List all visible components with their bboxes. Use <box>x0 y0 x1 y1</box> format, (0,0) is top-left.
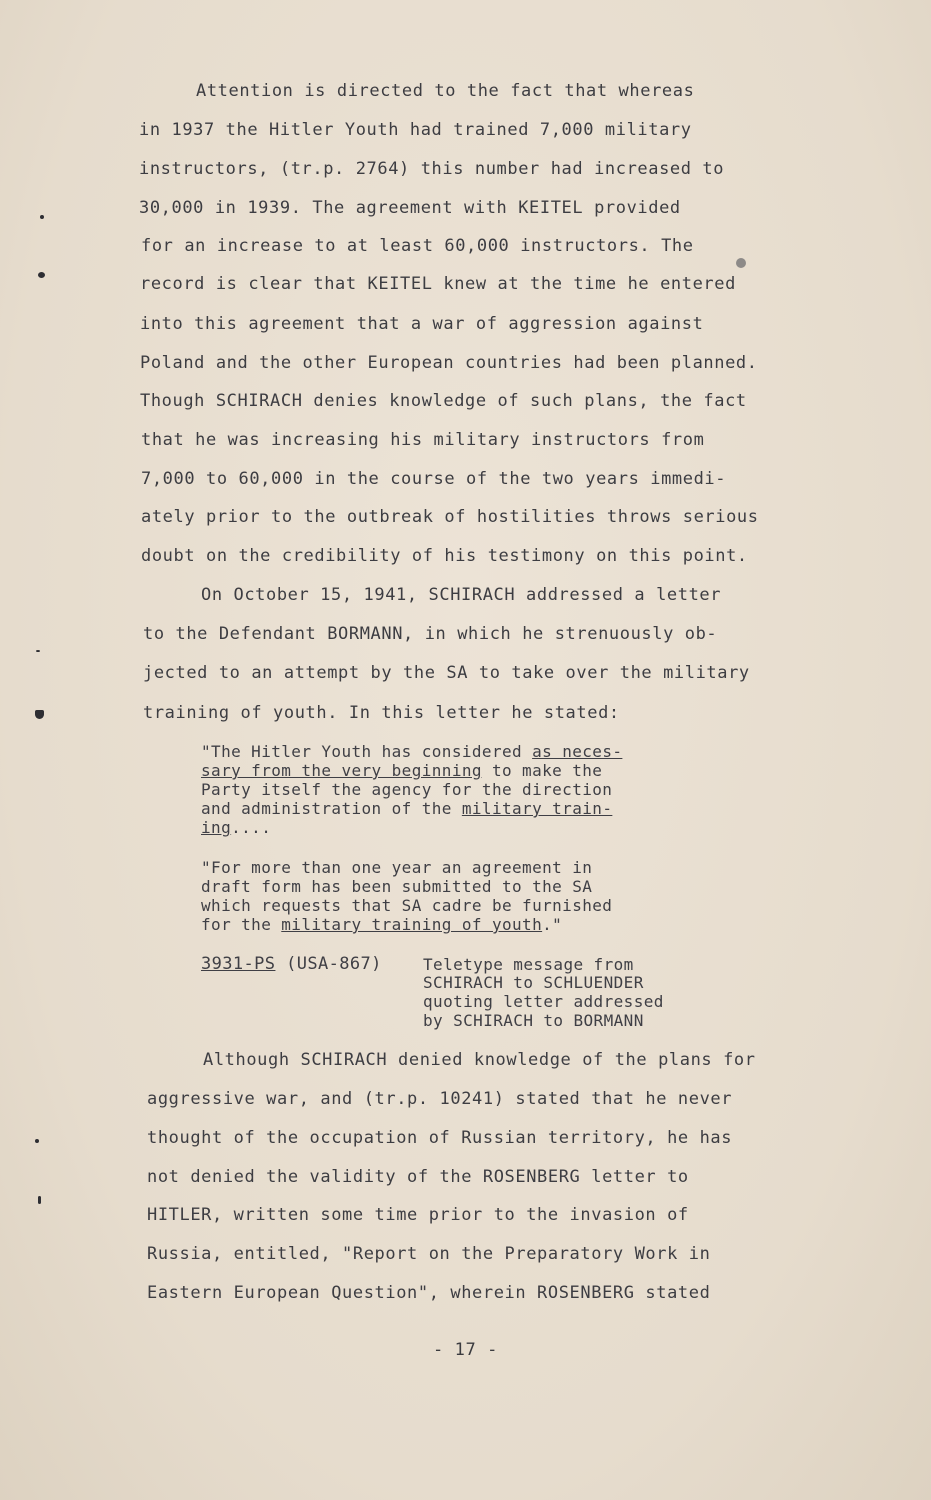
margin-speck <box>36 650 40 652</box>
citation-description: by SCHIRACH to BORMANN <box>423 1011 644 1030</box>
body-line: instructors, (tr.p. 2764) this number had increased to <box>139 159 725 179</box>
quote-line <box>201 742 622 762</box>
underlined-text: as neces- <box>532 742 623 761</box>
body-line: Although SCHIRACH denied knowledge of the plans for <box>203 1050 756 1070</box>
quote-line <box>201 915 562 935</box>
body-line: not denied the validity of the ROSENBERG letter to <box>147 1167 689 1187</box>
body-line: HITLER, written some time prior to the invasion of <box>147 1205 689 1225</box>
body-line: record is clear that KEITEL knew at the time he entered <box>140 274 736 294</box>
margin-speck <box>40 215 44 219</box>
body-line: Poland and the other European countries had been planned. <box>140 353 758 373</box>
quote-line: "For more than one year an agreement in <box>201 858 593 877</box>
body-line: Russia, entitled, "Report on the Preparatory Work in <box>147 1244 711 1264</box>
page-number: - 17 - <box>432 1340 498 1360</box>
body-line: On October 15, 1941, SCHIRACH addressed a letter <box>201 585 722 605</box>
citation-description: SCHIRACH to SCHLUENDER <box>423 973 644 992</box>
quote-line: which requests that SA cadre be furnished <box>201 896 613 915</box>
body-line: jected to an attempt by the SA to take over the military <box>143 663 750 683</box>
body-line: 7,000 to 60,000 in the course of the two years immedi- <box>141 469 727 489</box>
quote-line <box>201 818 271 838</box>
body-line: Though SCHIRACH denies knowledge of such plans, the fact <box>140 391 747 411</box>
exhibit-number: (USA-867) <box>275 954 382 974</box>
body-line: aggressive war, and (tr.p. 10241) stated that he never <box>147 1089 733 1109</box>
underlined-text: ing <box>201 818 232 837</box>
body-line: Eastern European Question", wherein ROSENBERG stated <box>147 1283 711 1303</box>
quote-text: ." <box>542 915 563 934</box>
quote-text: and administration of the <box>201 799 462 818</box>
body-line: 30,000 in 1939. The agreement with KEITEL provided <box>139 198 681 218</box>
body-line: Attention is directed to the fact that whereas <box>196 81 695 101</box>
margin-speck <box>38 272 45 278</box>
body-line: in 1937 the Hitler Youth had trained 7,000 military <box>139 120 692 140</box>
ink-blot <box>736 258 746 268</box>
margin-speck <box>35 710 44 719</box>
quote-text: for the <box>201 915 282 934</box>
citation-reference <box>201 955 382 975</box>
body-line: for an increase to at least 60,000 instructors. The <box>141 236 694 256</box>
quote-text: "The Hitler Youth has considered <box>201 742 533 761</box>
body-line: that he was increasing his military instructors from <box>141 430 705 450</box>
body-line: training of youth. In this letter he stated: <box>143 703 620 723</box>
citation-description: Teletype message from <box>423 955 634 974</box>
underlined-text: military train- <box>461 799 613 818</box>
quote-text: to make the <box>481 761 603 780</box>
underlined-text: military training of youth <box>281 915 543 934</box>
document-id: 3931-PS <box>201 954 276 974</box>
citation-description: quoting letter addressed <box>423 992 664 1011</box>
body-line: into this agreement that a war of aggression against <box>140 314 704 334</box>
body-line: ately prior to the outbreak of hostilities throws serious <box>141 507 759 527</box>
margin-speck <box>38 1196 41 1204</box>
quote-line: draft form has been submitted to the SA <box>201 877 593 896</box>
quote-line <box>201 799 612 819</box>
quote-line <box>201 761 602 781</box>
body-line: doubt on the credibility of his testimony on this point. <box>141 546 748 566</box>
underlined-text: sary from the very beginning <box>201 761 482 780</box>
body-line: to the Defendant BORMANN, in which he strenuously ob- <box>143 624 718 644</box>
body-line: thought of the occupation of Russian territory, he has <box>147 1128 733 1148</box>
quote-line: Party itself the agency for the direction <box>201 780 613 799</box>
margin-speck <box>35 1139 39 1143</box>
quote-text: .... <box>231 818 272 837</box>
